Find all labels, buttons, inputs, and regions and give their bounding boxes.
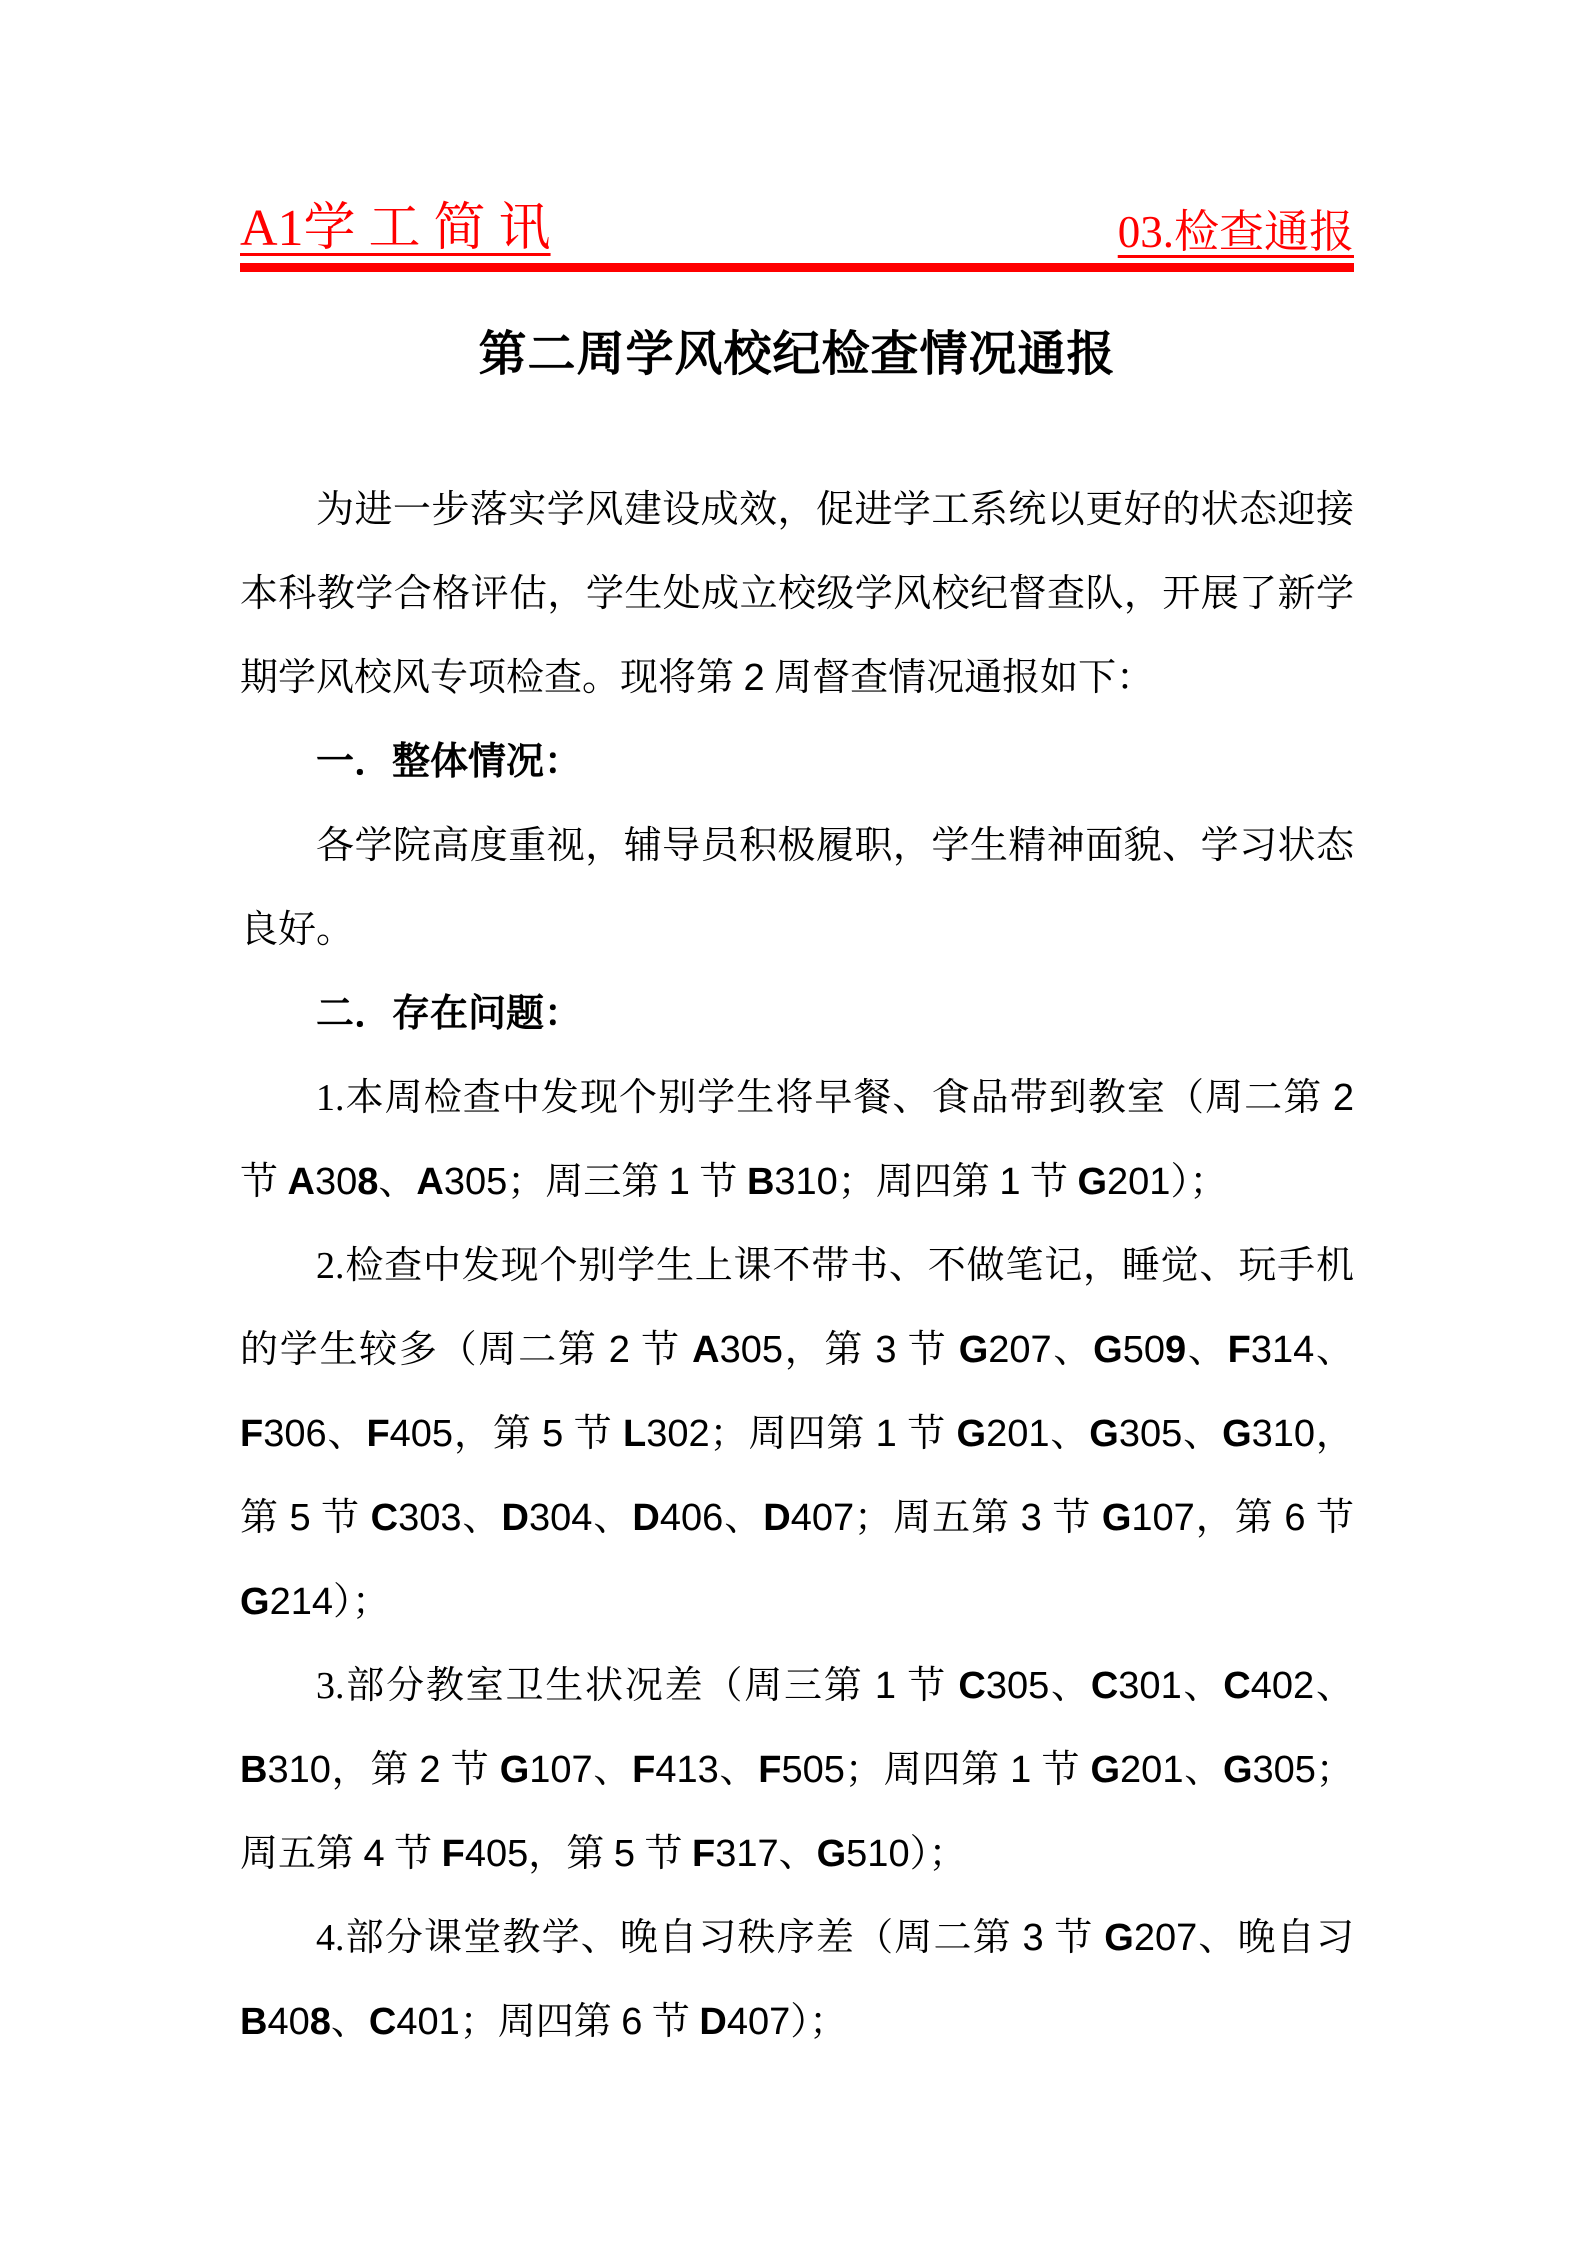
text-segment: 3 — [1020, 1497, 1042, 1540]
text-segment: 5 — [542, 1413, 564, 1456]
masthead — [240, 200, 1354, 272]
text-segment: F — [366, 1413, 390, 1456]
text-segment: 节 — [384, 1833, 442, 1876]
paragraph-item-1 — [240, 1056, 1354, 1224]
text-segment: ）； — [909, 1833, 967, 1876]
text-segment: 406 — [659, 1497, 724, 1540]
text-segment: 310 — [1251, 1413, 1316, 1456]
text-segment: 节 — [629, 1329, 693, 1372]
text-segment: 2 — [419, 1749, 441, 1792]
text-segment: 1.本周检查中发现个别学生将早餐、食品带到教室（周二第 — [316, 1077, 1333, 1120]
document-title: 第二周学风校纪检查情况通报 — [478, 328, 1116, 382]
text-segment: C — [1223, 1665, 1251, 1708]
text-segment: G — [1090, 1749, 1121, 1792]
text-segment: G — [1104, 1917, 1134, 1960]
text-segment: 407 — [790, 1497, 855, 1540]
paragraph-item-3 — [240, 1644, 1354, 1896]
text-segment: G — [1222, 1413, 1252, 1456]
text-segment: 401 — [396, 2001, 460, 2044]
text-segment: 、 — [1181, 1665, 1224, 1708]
text-segment: 306 — [263, 1413, 327, 1456]
text-segment: F — [240, 1413, 264, 1456]
text-segment: 1 — [874, 1665, 897, 1708]
section-label: 03.检查通报 — [1117, 206, 1354, 257]
text-segment: 1 — [999, 1161, 1021, 1204]
text-segment: 节 — [310, 1497, 371, 1540]
text-segment: A — [692, 1329, 720, 1372]
text-segment: 、 — [778, 1833, 817, 1876]
text-segment: 9 — [1165, 1329, 1187, 1372]
newsletter-title: A1学 工 简 讯 — [240, 200, 551, 257]
text-segment: 3 — [1022, 1917, 1044, 1960]
text-segment: 4.部分课堂教学、晚自习秩序差（周二第 — [316, 1917, 1023, 1960]
text-segment: 8 — [357, 1161, 379, 1204]
paragraph-item-4 — [240, 1896, 1354, 2064]
text-segment: 407 — [726, 2001, 791, 2044]
text-segment: ）； — [332, 1581, 390, 1624]
text-segment: B — [240, 2001, 268, 2044]
text-segment: 5 — [613, 1833, 635, 1876]
text-segment: 2 — [743, 657, 765, 700]
text-segment: 317 — [715, 1833, 779, 1876]
text-segment: ；周四第 — [844, 1749, 1011, 1792]
text-segment: 、晚自习 — [1197, 1917, 1354, 1960]
text-segment: C — [958, 1665, 986, 1708]
text-segment: 、 — [1049, 1413, 1090, 1456]
text-segment: L — [623, 1413, 647, 1456]
text-segment: ；周五第 — [854, 1497, 1021, 1540]
text-segment: G — [956, 1413, 987, 1456]
text-segment: 314 — [1250, 1329, 1315, 1372]
text-segment: 305 — [443, 1161, 508, 1204]
text-segment: ，第 — [240, 1413, 1354, 1540]
text-segment: 、 — [1051, 1329, 1094, 1372]
text-segment: 107 — [529, 1749, 593, 1792]
text-segment: D — [632, 1497, 660, 1540]
paragraph-item-2 — [240, 1224, 1354, 1644]
text-segment: A — [416, 1161, 444, 1204]
text-segment: 50 — [1122, 1329, 1165, 1372]
text-segment: 节 — [634, 1833, 692, 1876]
text-segment: ）； — [790, 2001, 848, 2044]
text-segment: ，第 — [782, 1329, 876, 1372]
text-segment: B — [746, 1161, 775, 1204]
text-segment: 节 — [563, 1413, 624, 1456]
text-segment: 201 — [1107, 1161, 1171, 1204]
text-segment: 505 — [781, 1749, 845, 1792]
document-body — [240, 468, 1354, 2064]
text-segment: 214 — [269, 1581, 333, 1624]
text-segment: 302 — [646, 1413, 710, 1456]
text-segment: G — [1222, 1749, 1253, 1792]
text-segment: D — [763, 1497, 791, 1540]
text-segment: G — [1101, 1497, 1132, 1540]
text-segment: 6 — [1284, 1497, 1306, 1540]
text-segment: G — [1077, 1161, 1108, 1204]
text-segment: 、 — [723, 1497, 764, 1540]
text-segment: 节 — [1031, 1749, 1091, 1792]
text-segment: 各学院高度重视，辅导员积极履职，学生精神面貌、学习状态良好。 — [240, 825, 1354, 952]
text-segment: 5 — [289, 1497, 311, 1540]
text-segment: 、 — [378, 1161, 417, 1204]
text-segment: 207 — [1133, 1917, 1198, 1960]
text-segment: 301 — [1118, 1665, 1182, 1708]
heading-overall-situation — [240, 720, 1354, 804]
text-segment: 节 — [1041, 1497, 1102, 1540]
paragraph-overall — [240, 804, 1354, 972]
text-segment: 节 — [1020, 1161, 1078, 1204]
text-segment: 30 — [314, 1161, 358, 1204]
text-segment: 1 — [875, 1413, 897, 1456]
text-segment: 、 — [718, 1749, 759, 1792]
text-segment: 8 — [309, 2001, 331, 2044]
text-segment: 、 — [592, 1749, 633, 1792]
text-segment: 节 — [689, 1161, 747, 1204]
text-segment: B — [240, 1749, 268, 1792]
text-segment: 40 — [267, 2001, 310, 2044]
text-segment: 310 — [774, 1161, 838, 1204]
text-segment: 207 — [988, 1329, 1052, 1372]
text-segment: 、 — [326, 1413, 367, 1456]
text-segment: F — [632, 1749, 656, 1792]
text-segment: 2.检查中发现个别学生上课不带书、不做笔记，睡觉、玩手机的学生较多（周二第 — [240, 1245, 1354, 1372]
text-segment: 、 — [461, 1497, 502, 1540]
heading-problems — [240, 972, 1354, 1056]
text-segment: 2 — [608, 1329, 630, 1372]
text-segment: 1 — [1010, 1749, 1032, 1792]
text-segment: ，第 — [528, 1833, 614, 1876]
text-segment: 305 — [719, 1329, 783, 1372]
text-segment: G — [958, 1329, 989, 1372]
text-segment: ；周四第 — [837, 1161, 1000, 1204]
text-segment: 为进一步落实学风建设成效，促进学工系统以更好的状态迎接本科教学合格评估，学生处成立校级学风校纪督查队，开展了新学期学风校风专项检查。现将第 — [240, 489, 1354, 700]
text-segment: 405 — [464, 1833, 529, 1876]
text-segment: 节 — [1043, 1917, 1105, 1960]
text-segment: 、 — [330, 2001, 369, 2044]
text-segment: ，第 — [330, 1749, 420, 1792]
text-segment: F — [691, 1833, 716, 1876]
text-segment: F — [758, 1749, 782, 1792]
text-segment: 、 — [1183, 1749, 1223, 1792]
text-segment: 节 — [240, 1161, 288, 1204]
text-segment: ，第 — [453, 1413, 543, 1456]
text-segment: F — [1227, 1329, 1251, 1372]
text-segment: D — [699, 2001, 727, 2044]
text-segment: G — [1093, 1329, 1123, 1372]
text-segment: 1 — [668, 1161, 690, 1204]
text-segment: 、 — [1182, 1413, 1223, 1456]
text-segment: ，第 — [1194, 1497, 1285, 1540]
text-segment: A — [287, 1161, 315, 1204]
text-segment: 405 — [389, 1413, 454, 1456]
text-segment: 305 — [985, 1665, 1050, 1708]
text-segment: ）； — [1170, 1161, 1228, 1204]
text-segment: G — [499, 1749, 530, 1792]
text-segment: 节 — [896, 1413, 957, 1456]
text-segment: 节 — [896, 1329, 959, 1372]
text-segment: G — [1089, 1413, 1119, 1456]
text-segment: 305 — [1118, 1413, 1183, 1456]
text-segment: 一．整体情况： — [316, 741, 583, 784]
text-segment: 节 — [642, 2001, 700, 2044]
text-segment: 305 — [1252, 1749, 1316, 1792]
text-segment: C — [370, 1497, 399, 1540]
text-segment: C — [368, 2001, 397, 2044]
text-segment: F — [441, 1833, 465, 1876]
text-segment: 201 — [986, 1413, 1050, 1456]
text-segment: G — [816, 1833, 847, 1876]
text-segment: 节 — [440, 1749, 500, 1792]
text-segment: 413 — [655, 1749, 719, 1792]
text-segment: 节 — [1305, 1497, 1354, 1540]
text-segment: 3 — [875, 1329, 897, 1372]
text-segment: 节 — [896, 1665, 959, 1708]
text-segment: 、 — [592, 1497, 633, 1540]
text-segment: C — [1090, 1665, 1119, 1708]
text-segment: 304 — [529, 1497, 593, 1540]
text-segment: 6 — [621, 2001, 643, 2044]
text-segment: 201 — [1120, 1749, 1184, 1792]
text-segment: 310 — [267, 1749, 331, 1792]
text-segment: 402 — [1250, 1665, 1315, 1708]
text-segment: ；周四第 — [459, 2001, 622, 2044]
text-segment: 、 — [1186, 1329, 1228, 1372]
paragraph-intro — [240, 468, 1354, 720]
text-segment: 4 — [363, 1833, 385, 1876]
text-segment: ；周五第 — [240, 1749, 1354, 1876]
text-segment: 、 — [1314, 1329, 1354, 1372]
text-segment: 510 — [846, 1833, 910, 1876]
text-segment: D — [501, 1497, 529, 1540]
text-segment: 二．存在问题： — [316, 993, 583, 1036]
text-segment: 、 — [1314, 1665, 1354, 1708]
text-segment: 周督查情况通报如下： — [764, 657, 1155, 700]
text-segment: G — [240, 1581, 270, 1624]
text-segment: ；周三第 — [507, 1161, 669, 1204]
text-segment: ；周四第 — [709, 1413, 876, 1456]
text-segment: 2 — [1332, 1077, 1354, 1120]
text-segment: 3.部分教室卫生状况差（周三第 — [316, 1665, 875, 1708]
text-segment: 、 — [1049, 1665, 1091, 1708]
text-segment: 303 — [398, 1497, 462, 1540]
text-segment: 107 — [1131, 1497, 1195, 1540]
